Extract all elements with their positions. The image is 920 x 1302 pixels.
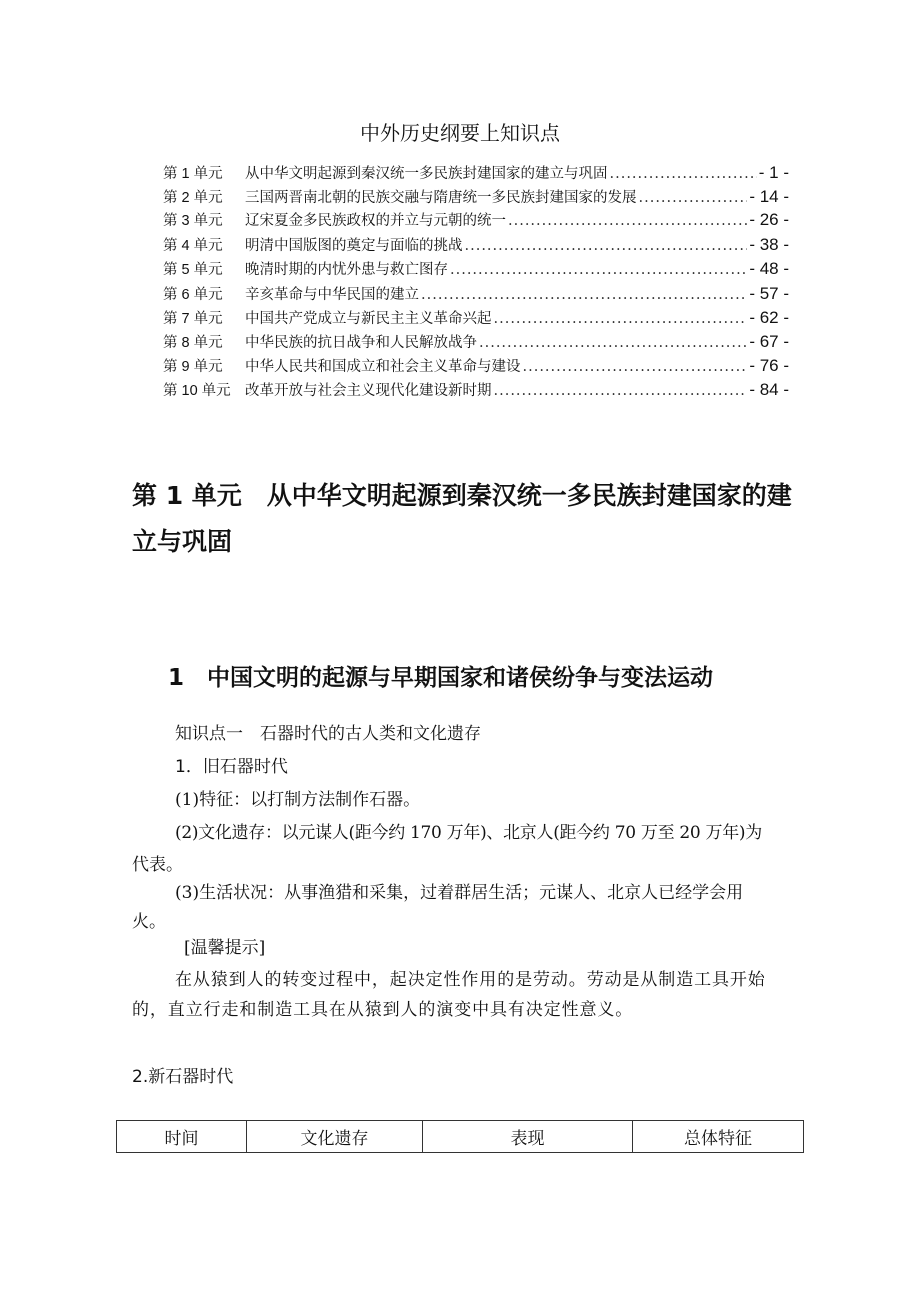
toc-page: - 14 - (749, 187, 789, 206)
toc-page: - 1 - (758, 163, 789, 182)
paragraph-life-line1: (3)生活状况：从事渔猎和采集，过着群居生活；元谋人、北京人已经学会用 (175, 883, 744, 903)
toc-page: - 26 - (749, 210, 789, 229)
toc-leader-dots (508, 210, 747, 232)
toc-leader-dots (421, 284, 747, 306)
paragraph-life-line2: 火。 (132, 912, 166, 932)
toc-title: 中华人民共和国成立和社会主义革命与建设 (245, 359, 521, 375)
unit-heading-line1: 第 1 单元 从中华文明起源到秦汉统一多民族封建国家的建 (132, 481, 792, 510)
toc-title: 中华民族的抗日战争和人民解放战争 (245, 335, 477, 351)
table-header-row (117, 1121, 804, 1153)
toc-leader-dots (494, 380, 748, 402)
toc-unit: 第 4 单元 (163, 238, 223, 254)
toc-unit: 第 9 单元 (163, 359, 223, 375)
toc-entry[interactable] (163, 354, 789, 376)
toc-leader-dots (610, 163, 757, 185)
toc-page: - 62 - (749, 308, 789, 327)
toc-title: 辛亥革命与中华民国的建立 (245, 287, 419, 303)
toc-entry[interactable] (163, 306, 789, 328)
toc-title: 从中华文明起源到秦汉统一多民族封建国家的建立与巩固 (245, 166, 608, 182)
tip-text-line2: 的，直立行走和制造工具在从猿到人的演变中具有决定性意义。 (132, 1000, 634, 1020)
toc-entry[interactable] (163, 257, 789, 279)
table-header-cell: 总体特征 (633, 1121, 804, 1153)
unit-heading-line2: 立与巩固 (132, 527, 233, 556)
toc-page: - 67 - (749, 332, 789, 351)
toc-entry[interactable] (163, 378, 789, 400)
toc-page: - 57 - (749, 284, 789, 303)
paragraph-culture-line2: 代表。 (132, 855, 183, 875)
tip-text-line1: 在从猿到人的转变过程中，起决定性作用的是劳动。劳动是从制造工具开始 (175, 970, 766, 990)
toc-entry[interactable] (163, 282, 789, 304)
table-header-cell: 时间 (117, 1121, 247, 1153)
toc-unit: 第 2 单元 (163, 190, 223, 206)
toc-title: 明清中国版图的奠定与面临的挑战 (245, 238, 463, 254)
section-heading-paleolithic: 1．旧石器时代 (175, 757, 288, 777)
toc-entry[interactable] (163, 161, 789, 183)
toc-unit: 第 10 单元 (163, 383, 231, 399)
toc-unit: 第 6 单元 (163, 287, 223, 303)
knowledge-point-heading: 知识点一 石器时代的古人类和文化遗存 (175, 724, 481, 744)
tip-label: [温馨提示] (184, 938, 266, 958)
toc-leader-dots (450, 259, 747, 281)
toc-title: 晚清时期的内忧外患与救亡图存 (245, 262, 448, 278)
table-header-cell: 文化遗存 (247, 1121, 423, 1153)
toc-unit: 第 5 单元 (163, 262, 223, 278)
toc-unit: 第 1 单元 (163, 166, 223, 182)
toc-leader-dots (523, 356, 748, 378)
toc-title: 改革开放与社会主义现代化建设新时期 (245, 383, 492, 399)
neolithic-table (116, 1120, 804, 1153)
toc-entry[interactable] (163, 185, 789, 207)
table-header-cell: 表现 (423, 1121, 633, 1153)
toc-leader-dots (479, 332, 747, 354)
lesson-heading: 1 中国文明的起源与早期国家和诸侯纷争与变法运动 (168, 665, 714, 691)
toc-page: - 48 - (749, 259, 789, 278)
toc-page: - 38 - (749, 235, 789, 254)
toc-title: 辽宋夏金多民族政权的并立与元朝的统一 (245, 213, 506, 229)
toc-unit: 第 7 单元 (163, 311, 223, 327)
toc-title: 中国共产党成立与新民主主义革命兴起 (245, 311, 492, 327)
section-heading-neolithic: 2.新石器时代 (132, 1067, 234, 1087)
toc-page: - 84 - (749, 380, 789, 399)
document-title: 中外历史纲要上知识点 (360, 121, 560, 145)
toc-leader-dots (639, 187, 748, 209)
toc-page: - 76 - (749, 356, 789, 375)
toc-entry[interactable] (163, 208, 789, 230)
paragraph-culture-line1: (2)文化遗存：以元谋人(距今约 170 万年)、北京人(距今约 70 万至 20 万年)为 (175, 823, 762, 843)
toc-title: 三国两晋南北朝的民族交融与隋唐统一多民族封建国家的发展 (245, 190, 637, 206)
toc-unit: 第 3 单元 (163, 213, 223, 229)
paragraph-feature: (1)特征：以打制方法制作石器。 (175, 790, 421, 810)
toc-unit: 第 8 单元 (163, 335, 223, 351)
toc-entry[interactable] (163, 233, 789, 255)
toc-entry[interactable] (163, 330, 789, 352)
toc-leader-dots (494, 308, 748, 330)
toc-leader-dots (465, 235, 748, 257)
